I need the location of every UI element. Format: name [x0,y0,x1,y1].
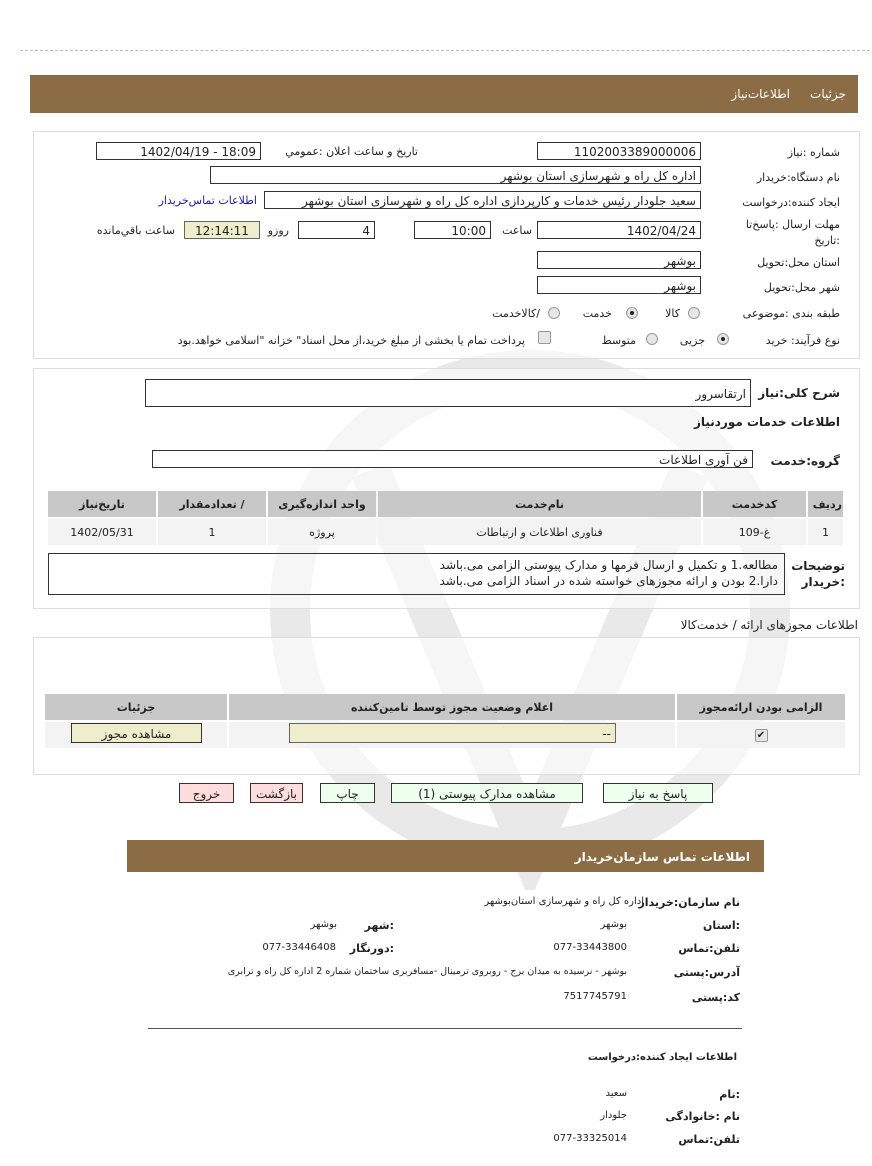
org-value: اداره کل راه و شهرسازی استان‌بوشهر [484,896,644,907]
summary-field[interactable]: ارتقاسرور [145,379,751,407]
tab-need-info[interactable]: اطلاعات‌نیاز [731,87,790,101]
need-number-field[interactable]: 1102003389000006 [537,142,701,160]
col-name: نام‌خدمت [378,491,701,517]
col-date: تاریخ‌نیاز [48,491,156,517]
days-label: روزو [267,224,289,237]
province-label: استان محل:تحویل [757,256,840,269]
city-label: شهر محل:تحویل [763,281,840,294]
table-header-row [48,491,843,517]
deadline-label: مهلت ارسال :پاسخ‌تا [745,218,840,231]
radio-goods-service-label: /کالاخدمت [492,307,540,320]
cell-code: غ-109 [703,519,806,545]
radio-medium[interactable] [646,333,658,345]
buyer-notes [48,553,785,595]
province-contact-value: بوشهر [600,919,627,930]
fax-value: 077-33446408 [262,942,336,953]
notes-line-2: دارا.2 بودن و ارائه مجوزهای خواسته شده در اسناد الزامی می.باشد [439,574,778,588]
name-label: :نام [719,1088,740,1101]
contact-title: اطلاعات تماس سازمان‌خریدار [574,850,750,864]
creator-info-title: اطلاعات ایجاد کننده:درخواست [587,1052,737,1063]
header-bar [30,75,858,113]
cell-required [677,722,845,748]
deadline-label-2: :تاریخ [814,234,840,247]
services-title: اطلاعات خدمات موردنیاز [693,415,840,429]
buyer-contact-link[interactable]: اطلاعات تماس‌خریدار [158,194,257,207]
creator-phone-label: تلفن:تماس [678,1133,740,1146]
time-label: ساعت [502,224,532,237]
group-field[interactable]: فن آوری اطلاعات [152,450,753,468]
permit-status-field[interactable]: -- [289,723,616,743]
name-value: سعید [605,1088,627,1099]
remaining-time: 12:14:11 [184,221,260,239]
contact-bar [127,840,764,872]
view-permit-button[interactable]: مشاهده مجوز [71,723,202,743]
print-button[interactable]: چاپ [320,783,375,803]
phone-label: تلفن:تماس [678,942,740,955]
buyer-label: نام دستگاه:خریدار [756,171,840,184]
category-label: طبقه بندی :موضوعی [742,307,840,320]
attachments-button[interactable]: مشاهده مدارک پیوستی (1) [391,783,583,803]
col-unit: واحد اندازه‌گیری [268,491,376,517]
announce-field[interactable]: 1402/04/19 - 18:09 [96,142,261,160]
city-field[interactable]: بوشهر [537,276,701,294]
radio-service[interactable] [626,307,638,319]
radio-minor[interactable] [717,333,729,345]
radio-goods-label: کالا [665,307,680,320]
reply-button[interactable]: پاسخ به نیاز [603,783,713,803]
fax-label: :دورنگار [349,942,394,955]
cell-name: فناوری اطلاعات و ارتباطات [378,519,701,545]
permits-header-row [45,694,845,720]
top-divider [20,50,870,51]
province-field[interactable]: بوشهر [537,251,701,269]
notes-line-1: مطالعه.1 و تکمیل و ارسال فرمها و مدارک پیوستی الزامی می.باشد [439,558,778,572]
contact-divider [148,1028,742,1029]
exit-button[interactable]: خروج [179,783,234,803]
group-label: گروه:خدمت [770,454,840,468]
org-label: نام سازمان:خریدار [638,896,740,909]
creator-phone-value: 077-33325014 [553,1133,627,1144]
city-contact-label: :شهر [364,919,394,932]
city-contact-value: بوشهر [310,919,337,930]
creator-field[interactable]: سعید جلودار رئیس خدمات و کارپردازی اداره کل راه و شهرسازی استان بوشهر [264,191,701,209]
remaining-label: ساعت باقي‌مانده [96,224,175,237]
family-label: نام :خانوادگی [665,1110,740,1123]
col-details: جزئیات [45,694,227,720]
tab-details[interactable]: جزئیات [810,87,846,101]
permits-title: اطلاعات مجوزهای ارائه / خدمت‌کالا [680,618,858,632]
deadline-time-field[interactable]: 10:00 [414,221,491,239]
col-required: الزامی بودن ارائه‌مجوز [677,694,845,720]
notes-label: توضیحات :خریدار [791,559,845,589]
col-qty: / تعدادمقدار [158,491,266,517]
days-field[interactable]: 4 [298,221,375,239]
treasury-checkbox[interactable] [538,331,551,344]
col-status: اعلام وضعیت مجوز توسط تامین‌کننده [229,694,675,720]
cell-date: 1402/05/31 [48,519,156,545]
address-label: آدرس:پستی [673,966,740,979]
cell-qty: 1 [158,519,266,545]
back-button[interactable]: بازگشت [250,783,303,803]
treasury-text: پرداخت تمام یا بخشی از مبلغ خرید،از محل اسناد" خزانه "اسلامی خواهد.بود [177,334,525,347]
need-number-label: شماره :نیاز [787,146,840,159]
cell-unit: پروژه [268,519,376,545]
col-row: ردیف [808,491,843,517]
postal-value: 7517745791 [563,991,627,1002]
col-code: کدخدمت [703,491,806,517]
buyer-field[interactable]: اداره کل راه و شهرسازی استان بوشهر [210,166,701,184]
postal-label: کد:پستی [691,991,740,1004]
announce-label: تاریخ و ساعت اعلان :عمومي [285,145,418,158]
table-row [48,519,843,545]
process-label: نوع فرآیند: خرید [765,334,840,347]
radio-medium-label: متوسط [601,334,636,347]
province-contact-label: :استان [703,919,740,932]
creator-label: ایجاد کننده:درخواست [742,196,840,209]
family-value: جلودار [600,1110,627,1121]
radio-goods[interactable] [688,307,700,319]
deadline-date-field[interactable]: 1402/04/24 [537,221,701,239]
phone-value: 077-33443800 [553,942,627,953]
radio-service-label: خدمت [582,307,612,320]
radio-goods-service[interactable] [548,307,560,319]
summary-label: شرح کلی:نیاز [758,386,840,400]
services-table [46,489,845,547]
required-checkbox[interactable]: ✔ [755,729,768,742]
cell-row: 1 [808,519,843,545]
address-value: بوشهر - نرسیده به میدان برج - روبروی ترمینال -مسافربری ساختمان شماره 2 اداره کل راه و ترابری [227,966,627,977]
radio-minor-label: جزیی [679,334,705,347]
